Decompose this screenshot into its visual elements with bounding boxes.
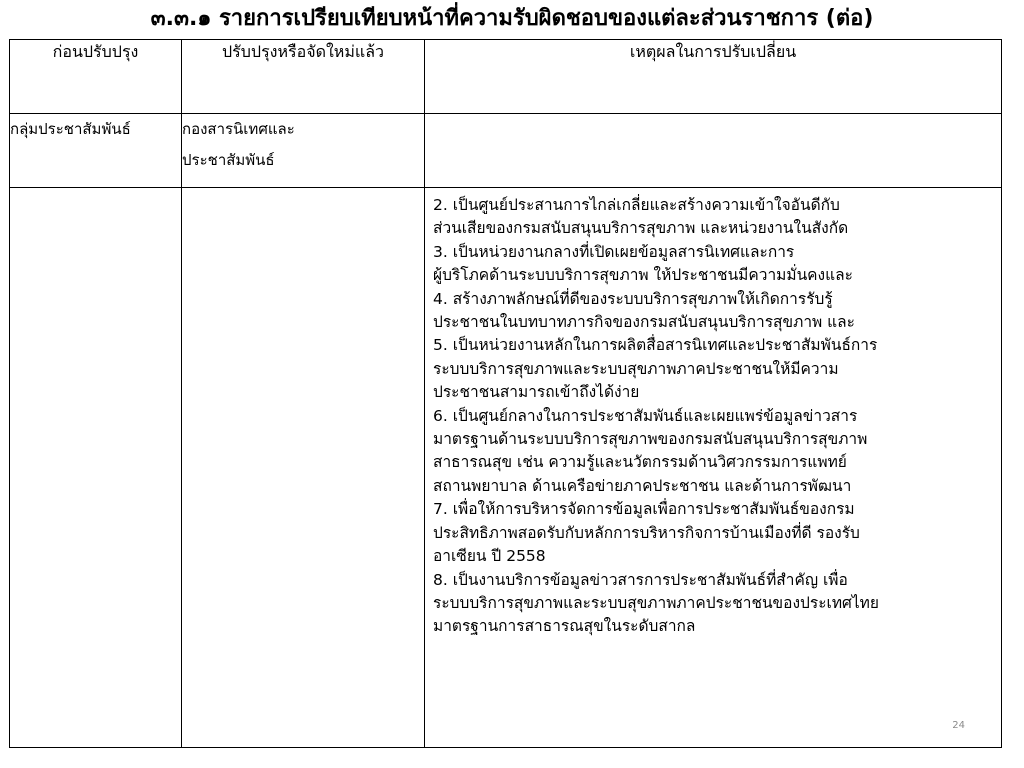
comparison-table (9, 39, 1002, 748)
cell-before-text: กลุ่มประชาสัมพันธ์ (10, 120, 131, 138)
reason-line: 8. เป็นงานบริการข้อมูลข่าวสารการประชาสัมพันธ์ที่สำคัญ เพื่อ (433, 570, 848, 589)
cell-after-line-1: กองสารนิเทศและ (182, 120, 295, 138)
cell-after-line-2: ประชาสัมพันธ์ (182, 151, 275, 169)
cell-before-empty (10, 188, 182, 748)
header-reason: เหตุผลในการปรับเปลี่ยน (425, 40, 1002, 114)
reason-line: 6. เป็นศูนย์กลางในการประชาสัมพันธ์และเผยแพร่ข้อมูลข่าวสาร (433, 406, 858, 425)
table-header-row (10, 40, 1002, 114)
reason-line: 3. เป็นหน่วยงานกลางที่เปิดเผยข้อมูลสารนิเทศและการ (433, 242, 795, 261)
reason-line: ประชาชนสามารถเข้าถึงได้ง่าย (433, 383, 640, 402)
reason-line: 5. เป็นหน่วยงานหลักในการผลิตสื่อสารนิเทศและประชาสัมพันธ์การ (433, 336, 878, 355)
cell-after (182, 114, 425, 188)
reason-line: สาธารณสุข เช่น ความรู้และนวัตกรรมด้านวิศวกรรมการแพทย์ (433, 453, 847, 472)
cell-before (10, 114, 182, 188)
reason-line: มาตรฐานด้านระบบบริการสุขภาพของกรมสนับสนุนบริการสุขภาพ (433, 430, 868, 449)
reason-line: สถานพยาบาล ด้านเครือข่ายภาคประชาชน และด้านการพัฒนา (433, 476, 852, 495)
reason-line: 7. เพื่อให้การบริหารจัดการข้อมูลเพื่อการประชาสัมพันธ์ของกรม (433, 500, 855, 519)
reason-line: ประชาชนในบทบาทภารกิจของกรมสนับสนุนบริการสุขภาพ และ (433, 313, 855, 332)
page-number: 24 (952, 719, 965, 731)
slide-title: ๓.๓.๑ รายการเปรียบเทียบหน้าที่ความรับผิดชอบของแต่ละส่วนราชการ (ต่อ) (150, 6, 874, 31)
table-row (10, 114, 1002, 188)
reason-line: ส่วนเสียของกรมสนับสนุนบริการสุขภาพ และหน่วยงานในสังกัด (433, 219, 849, 238)
cell-reason-list (425, 188, 1002, 748)
cell-reason-empty (425, 114, 1002, 188)
reason-line: ระบบบริการสุขภาพและระบบสุขภาพภาคประชาชนของประเทศไทย (433, 593, 879, 612)
reason-line: อาเซียน ปี 2558 (433, 547, 546, 566)
reason-line: ระบบบริการสุขภาพและระบบสุขภาพภาคประชาชนให้มีความ (433, 359, 839, 378)
reason-line: 4. สร้างภาพลักษณ์ที่ดีของระบบบริการสุขภาพให้เกิดการรับรู้ (433, 289, 833, 308)
reason-line: 2. เป็นศูนย์ประสานการไกล่เกลี่ยและสร้างความเข้าใจอันดีกับ (433, 196, 840, 214)
header-before: ก่อนปรับปรุง (10, 40, 182, 114)
cell-after-empty (182, 188, 425, 748)
header-after: ปรับปรุงหรือจัดใหม่แล้ว (182, 40, 425, 114)
reason-line: ผู้บริโภคด้านระบบบริการสุขภาพ ให้ประชาชนมีความมั่นคงและ (433, 266, 853, 285)
reason-line: มาตรฐานการสาธารณสุขในระดับสากล (433, 617, 696, 636)
reason-line: ประสิทธิภาพสอดรับกับหลักการบริหารกิจการบ้านเมืองที่ดี รองรับ (433, 523, 860, 542)
table-row (10, 188, 1002, 748)
